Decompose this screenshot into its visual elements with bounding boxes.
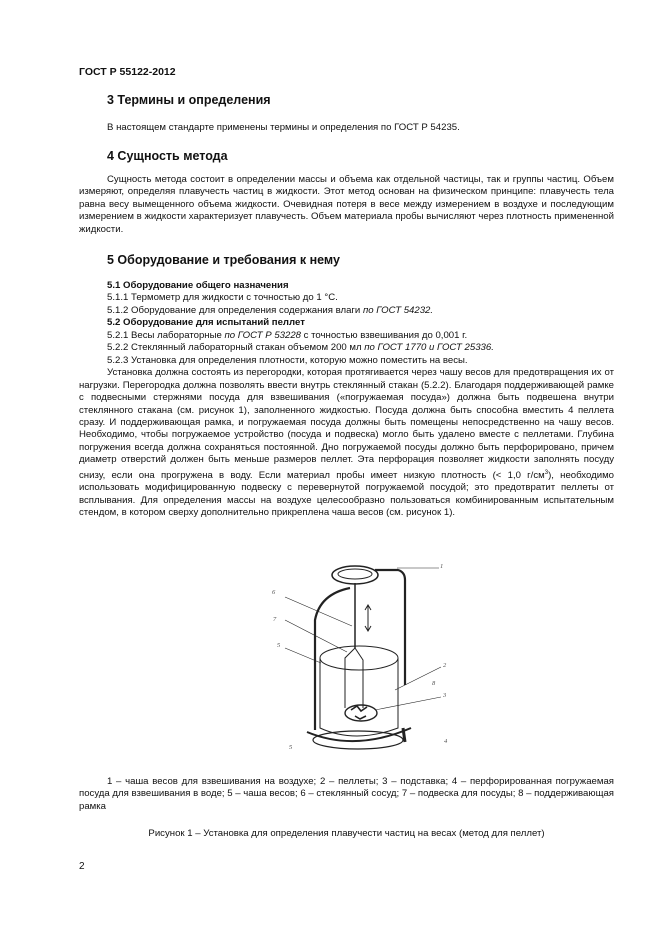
figure-label-6: 6 [272, 589, 276, 596]
figure-label-3: 3 [443, 692, 447, 699]
item-5-2-2: 5.2.2 Стеклянный лабораторный стакан объемом 200 мл по ГОСТ 1770 и ГОСТ 25336. [107, 342, 494, 354]
figure-label-5-bottom: 5 [289, 744, 293, 751]
figure-1-drawing [255, 560, 455, 765]
section-3-title: 3 Термины и определения [107, 93, 271, 107]
figure-label-2: 2 [443, 662, 447, 669]
figure-label-7: 7 [273, 616, 277, 623]
figure-label-5: 5 [277, 642, 281, 649]
section-5-body [79, 280, 614, 520]
item-5-1-1: 5.1.1 Термометр для жидкости с точностью до 1 °С. [107, 292, 338, 304]
section-5-title: 5 Оборудование и требования к нему [107, 253, 340, 267]
figure-legend: 1 – чаша весов для взвешивания на воздухе; 2 – пеллеты; 3 – подставка; 4 – перфорированная погружаемая посуда для взвешивания в воде; 5 – чаша весов; 6 – стеклянный сосуд; 7 – подвеска для посуды; 8 – поддерживающая рамка [79, 776, 614, 812]
section-4-text: Сущность метода состоит в определении массы и объема как отдельной частицы, так и группы частиц. Объем измеряют, определяя плавучесть частиц в жидкости. Этот метод основан на физическом принципе: плавучесть тела равна весу вымещенного объема жидкости. Очевидная потеря в весе между измерением в воздухе и последующим измерением в жидкости характеризует плавучесть. Объем материала пробы вычисляют через плотность примененной жидкости. [79, 174, 614, 235]
page-number: 2 [79, 861, 85, 872]
figure-label-1: 1 [440, 563, 444, 570]
document-header: ГОСТ Р 55122-2012 [79, 66, 176, 78]
figure-caption: Рисунок 1 – Установка для определения плавучести частиц на весах (метод для пеллет) [148, 828, 545, 839]
item-5-1-2: 5.1.2 Оборудование для определения содержания влаги по ГОСТ 54232. [107, 304, 434, 316]
section-3-text: В настоящем стандарте применены термины и определения по ГОСТ Р 54235. [107, 122, 460, 133]
item-5-2-3: 5.2.3 Установка для определения плотности, которую можно поместить на весы. [107, 354, 468, 366]
figure-label-4: 4 [444, 738, 448, 745]
subsection-5-1-title: 5.1 Оборудование общего назначения [107, 280, 289, 291]
section-4-title: 4 Сущность метода [107, 149, 228, 163]
figure-label-8: 8 [432, 680, 436, 687]
section-5-paragraph: Установка должна состоять из перегородки, которая протягивается через чашу весов для предотвращения их от нагрузки. Перегородка должна позволять ввести внутрь стеклянный стакан (5.2.2). Благодаря поддерживающей рамке с подвесными стержнями посуда для взвешивания («погружаемая посуда») должна быть подвешена внутри стеклянного стакана (см. рисунок 1), заполненного жидкостью. Посуда должна быть способна вместить 4 пеллета сразу. И поддерживающая рамка, и погружаемая посуда должны быть помещены непосредственно на чашу весов. Необходимо, чтобы погружаемое устройство (посуда и подвеска) могло быть удалено вместе с пеллетами. Глубина погружения всегда должна сохраняться постоянной. Дно погружаемой посуды должно быть перфорировано, причем диаметр отверстий должен быть меньше размеров пеллет. Эта перфорация позволяет жидкости заполнять посуду снизу, если она прогружена в воду. Если материал пробы имеет низкую плотность (< 1,0 $г/см^3$), необходимо использовать модифицированную подвеску с перевернутой погружаемой посудой; это предотвратит пеллеты от всплывания. Для определения массы на воздухе целесообразно пользоваться комбинированным испытательным стендом, в котором сверху дополнительно прикреплена чаша весов (см. рисунок 1). [79, 367, 614, 519]
item-5-2-1: 5.2.1 Весы лабораторные по ГОСТ Р 53228 с точностью взвешивания до 0,001 г. [107, 329, 468, 341]
subsection-5-2-title: 5.2 Оборудование для испытаний пеллет [107, 317, 305, 329]
